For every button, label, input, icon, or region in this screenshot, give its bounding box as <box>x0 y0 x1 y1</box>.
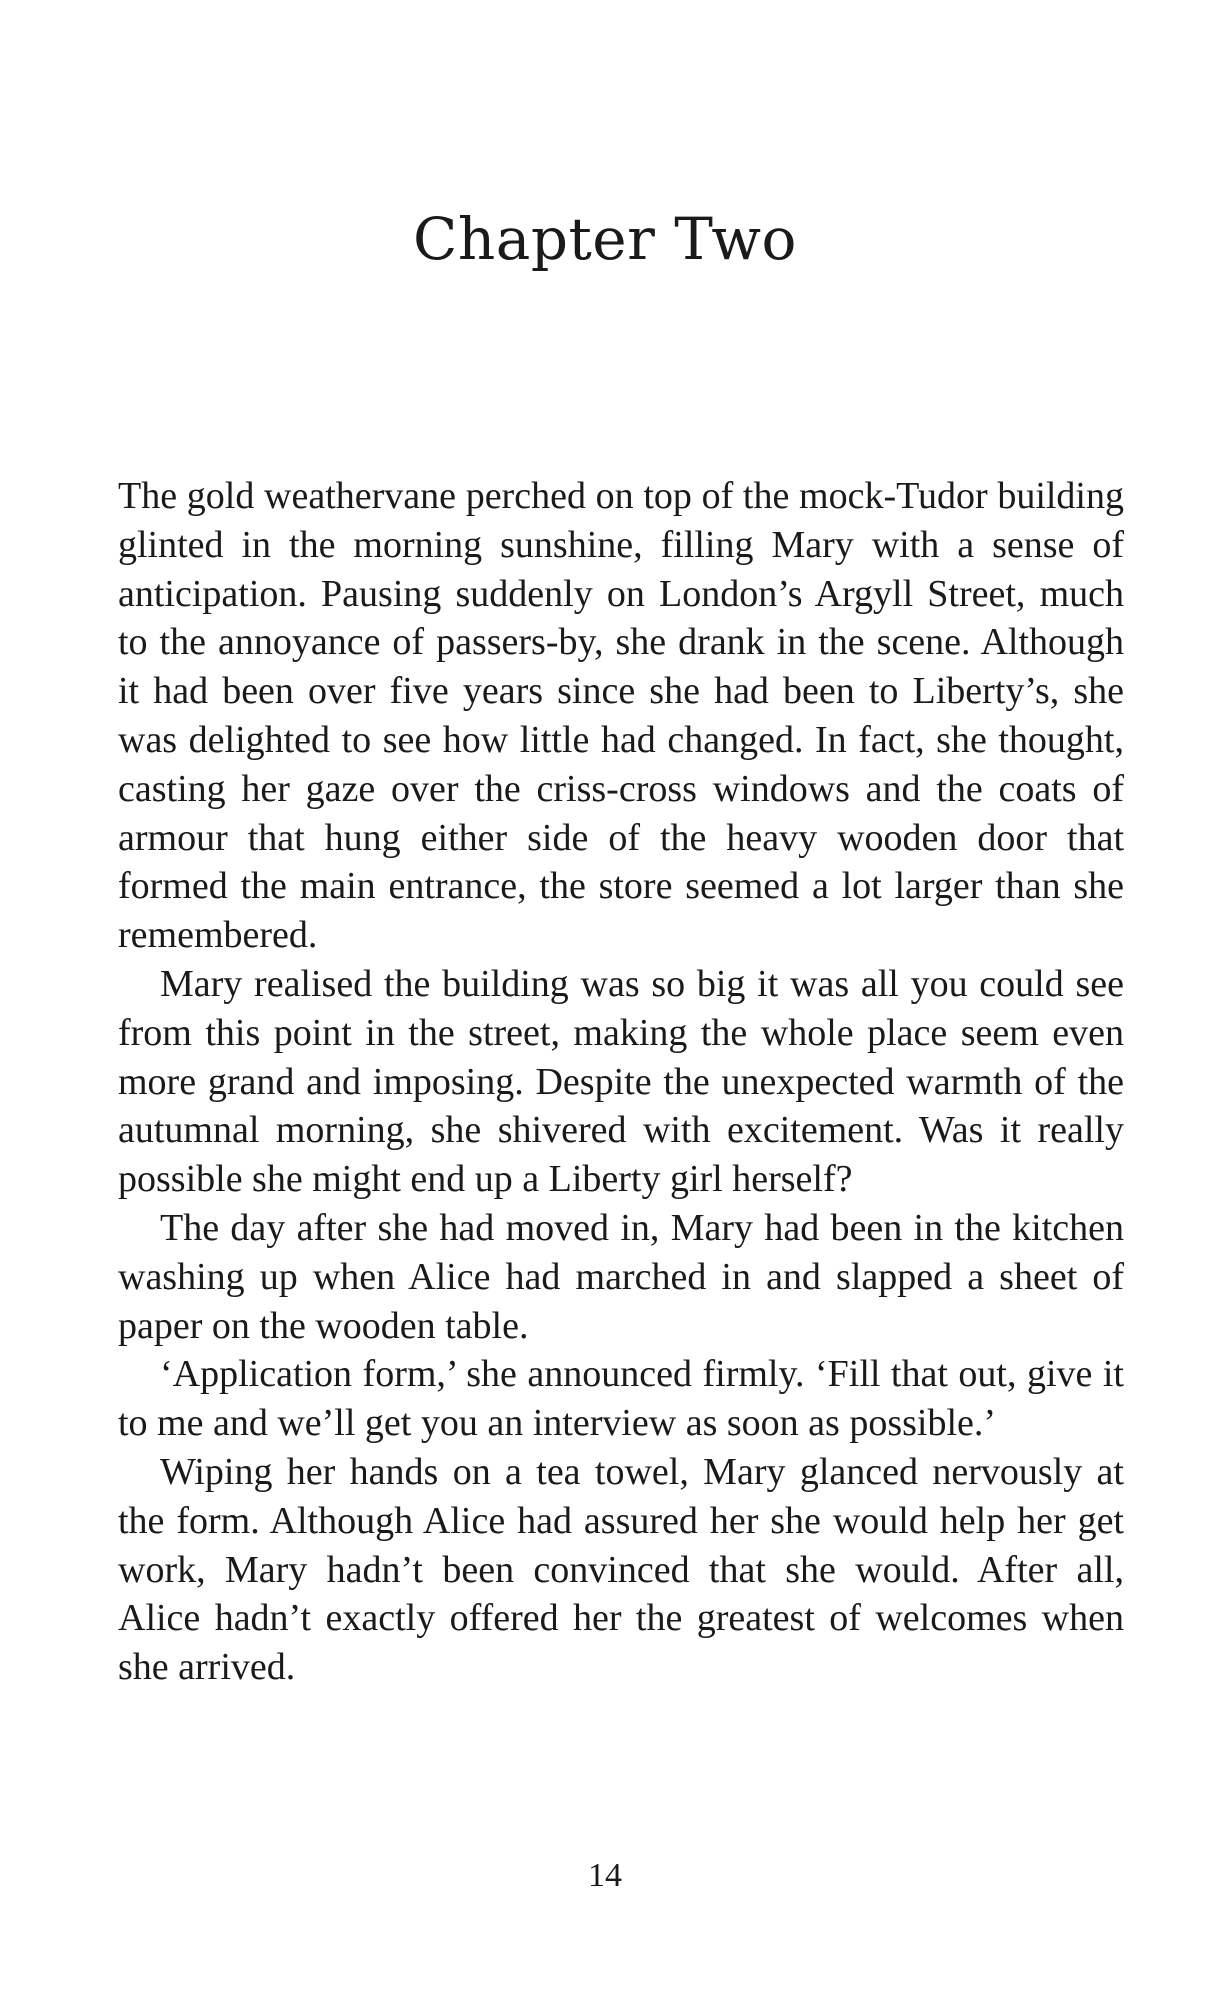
page-number: 14 <box>588 1857 622 1894</box>
chapter-title: Chapter Two <box>413 205 797 273</box>
paragraph-3: The day after she had moved in, Mary had been in the kitchen washing up when Alice had marched in and slapped a sheet of paper on the wooden table. <box>118 1206 1124 1347</box>
paragraph-1: The gold weathervane perched on top of the mock-Tudor building glinted in the morning sunshine, filling Mary with a sense of anticipation. Pausing suddenly on London’s Argyll Street, much to the annoyance of passers-by, she drank in the scene. Although it had been over five years since she had been to Liberty’s, she was delighted to see how little had changed. In fact, she thought, casting her gaze over the criss-cross windows and the coats of armour that hung either side of the heavy wooden door that formed the main entrance, the store seemed a lot larger than she remembered. <box>118 475 1124 957</box>
paragraph-5: Wiping her hands on a tea towel, Mary glanced nervously at the form. Although Alice had assured her she would help her get work, Mary hadn’t been convinced that she would. After all, Alice hadn’t exactly offered her the greatest of welcomes when she arrived. <box>118 1450 1124 1689</box>
paragraph-2: Mary realised the building was so big it was all you could see from this point in the street, making the whole place seem even more grand and imposing. Despite the unexpected warmth of the autumnal morning, she shivered with excitement. Was it really possible she might end up a Liberty girl herself? <box>118 962 1124 1201</box>
chapter-body <box>118 472 1124 1692</box>
paragraph-4: ‘Application form,’ she announced firmly. ‘Fill that out, give it to me and we’ll get you an interview as soon as possible.’ <box>118 1353 1124 1445</box>
